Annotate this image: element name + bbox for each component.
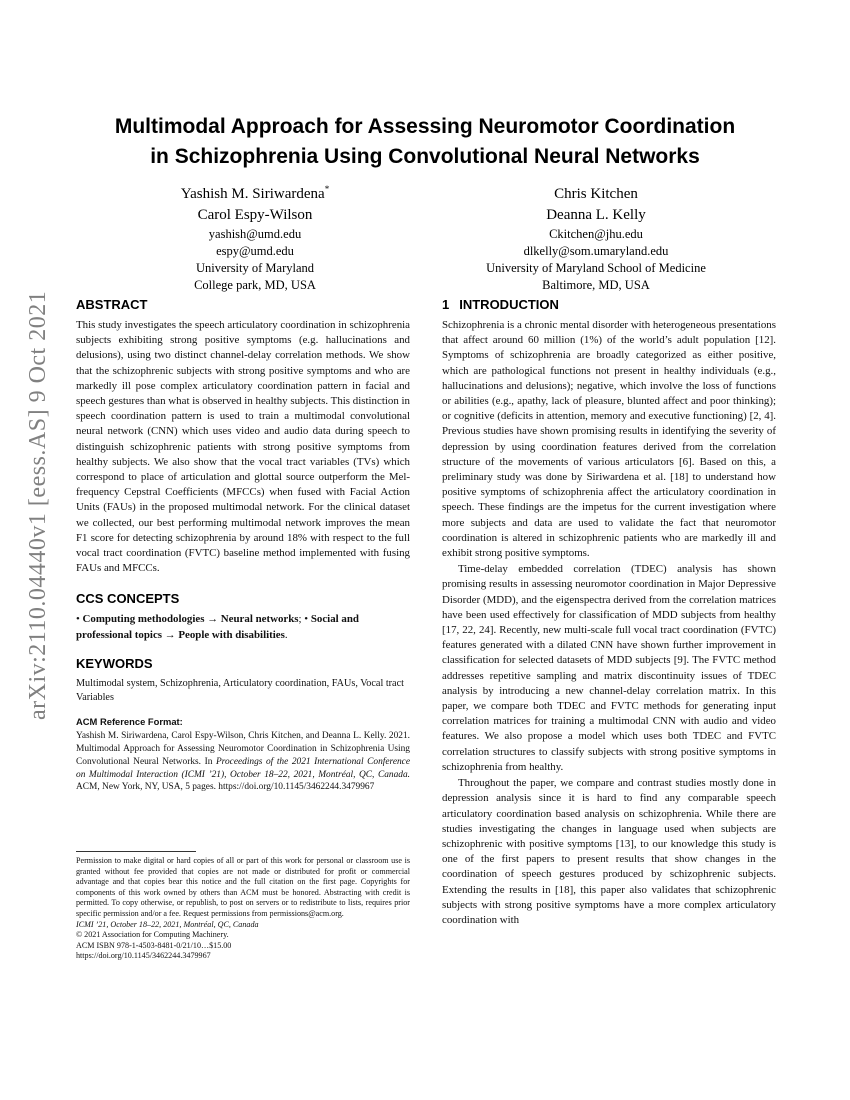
isbn-line: ACM ISBN 978-1-4503-8481-0/21/10…$15.00 <box>76 940 232 950</box>
author-email[interactable]: Ckitchen@jhu.edu <box>549 227 643 241</box>
ccs-concepts: • Computing methodologies → Neural networks; • Social and professional topics → People with disabilities. <box>76 613 359 641</box>
paper-title <box>60 112 790 172</box>
arxiv-identifier-stamp[interactable]: arXiv:2110.04440v1 [eess.AS] 9 Oct 2021 <box>25 290 51 720</box>
ccs-item[interactable]: professional topics → People with disabilities <box>76 628 285 641</box>
left-column <box>76 296 410 794</box>
copyright-footnote <box>76 856 410 962</box>
author-affiliation: University of Maryland <box>195 261 315 275</box>
venue-line: ICMI ’21, October 18–22, 2021, Montréal, QC, Canada <box>76 919 259 929</box>
ccs-item[interactable]: Computing methodologies → Neural networks <box>82 613 299 626</box>
author-location: College park, MD, USA <box>194 278 316 292</box>
abstract-text: This study investigates the speech articulatory coordination in schizophrenia subjects exhibiting strong positive symptoms (e.g. hallucinations and delusions), using two distinct channel-delay correlation methods. We show that the schizophrenic subjects with strong positive symptoms and who are markedly ill pose complex articulatory coordination pattern in facial and speech gestures than what is observed in healthy subjects. This distinction in speech coordination pattern is used to train a multimodal convolutional neural network (CNN) which uses video and audio data during speech to distinguish schizophrenic patients with strong positive symptoms from healthy subjects. We also show that the vocal tract variables (TVs) which correspond to place of articulation and glottal source outperform the Mel-frequency Cepstral Coefficients (MFCCs) when fused with Facial Action Units (FAUs) in the proposed multimodal network. For the clinical dataset we collected, our best performing multimodal network improves the mean F1 score for detecting schizophrenia by around 18% with respect to the full vocal tract coordination (FVTC) baseline method implemented with fusing FAUs and MFCCs. <box>76 319 410 575</box>
ccs-item[interactable]: Social and <box>310 613 359 626</box>
footnote-divider <box>76 851 196 852</box>
section-number: 1 <box>442 297 450 312</box>
right-column <box>442 296 776 928</box>
acm-reference-heading: ACM Reference Format: <box>76 715 183 727</box>
intro-paragraph: Throughout the paper, we compare and contrast studies mostly done in depression analysis since it is hard to find any comparable speech articulatory coordination based analysis on schizophrenia. While there are studies investigating the changes in language used when subjects are schizophrenic with positive symptoms [13], to our knowledge this study is one of the first papers to present results that show changes in the coordination of speech gestures produced by schizophrenic subjects. Extending the results in [18], this paper also validates that schizophrenic subjects with strong positive symptoms have a more complex articulatory coordination with <box>442 777 776 926</box>
acm-reference-doi[interactable]: ACM, New York, NY, USA, 5 pages. https://doi.org/10.1145/3462244.3479967 <box>76 782 375 793</box>
author-location: Baltimore, MD, USA <box>542 278 650 292</box>
author-name: Deanna L. Kelly <box>546 207 646 223</box>
doi-link[interactable]: https://doi.org/10.1145/3462244.3479967 <box>76 951 211 961</box>
author-email[interactable]: yashish@umd.edu <box>208 227 302 241</box>
introduction-heading: 1 INTRODUCTION <box>442 297 559 312</box>
title-line-1: Multimodal Approach for Assessing Neuromotor Coordination <box>114 115 736 138</box>
author-name: Chris Kitchen <box>554 186 638 202</box>
author-affiliation: University of Maryland School of Medicine <box>486 261 706 275</box>
acm-reference-text: Yashish M. Siriwardena, Carol Espy-Wilson, Chris Kitchen, and Deanna L. Kelly. 2021. Multimodal Approach for Assessing Neuromotor Coordination in Schizophrenia Using Convolutional Neural Networks. In Proceedings of the 2021 International Conference on Multimodal Interaction (ICMI ’21), October 18–22, 2021, Montréal, QC, Canada. ACM, New York, NY, USA, 5 pages. https://doi.org/10.1145/3462244.3479967 <box>76 730 410 793</box>
keywords-text: Multimodal system, Schizophrenia, Articulatory coordination, FAUs, Vocal tract Variables <box>76 677 404 703</box>
abstract-heading: ABSTRACT <box>76 297 148 312</box>
intro-paragraph: Time-delay embedded correlation (TDEC) analysis has shown promising results in assessing neuromotor coordination in Major Depressive Disorder (MDD), and the eigenspectra derived from the correlation matrices have been used effectively for classification of MDD subjects from healthy [17, 22, 24]. Recently, new multi-scale full vocal tract coordination (FVTC) features generated with a dilated CNN have shown further improvement in classification for selected datasets of MDD subjects [9]. The FVTC method addresses repetitive sampling and matrix discontinuity issues of TDEC analysis by introducing a new channel-delay correlation matrix. In this paper, we compare both TDEC and FVTC methods for generating input correlation matrices for training a multimodal CNN with audio and video features. We also propose a model which uses both TDEC and FVTC correlation structures to classify subjects with strong positive symptoms in schizophrenia from healthy. <box>442 563 776 773</box>
author-email[interactable]: dlkelly@som.umaryland.edu <box>523 244 669 258</box>
author-block-left <box>90 184 420 294</box>
ccs-heading: CCS CONCEPTS <box>76 591 180 607</box>
intro-paragraph: Schizophrenia is a chronic mental disorder with heterogeneous presentations that affect around 60 million (1%) of the world’s adult population [12]. Symptoms of schizophrenia are broadly categorized as either positive, which are pathological functions not present in healthy individuals (e.g., hallucinations and delusions); negative, which involve the loss of functions or abilities (e.g., apathy, lack of pleasure, blunted affect and poor thinking); or cognitive (deficits in attention, memory and executive functioning) [2, 4]. Previous studies have shown promising results in identifying the severity of depression by using coordination features derived from the correlation structure of the movements of various articulators [6]. Based on this, a preliminary study was done by Siriwardena et al. [18] to understand how positive symptoms of schizophrenia affect the articulatory coordination in speech. These findings are the impetus for the current investigation where more subjects and data are used to validate the fact that neuromotor coordination is altered in schizophrenic patients who are markedly ill and exhibit strong positive symptoms. <box>442 319 776 560</box>
title-line-2: in Schizophrenia Using Convolutional Neural Networks <box>150 145 700 168</box>
author-block-right <box>431 184 761 294</box>
author-email[interactable]: espy@umd.edu <box>216 244 294 258</box>
corresponding-author-mark: * <box>324 184 330 194</box>
author-name: Carol Espy-Wilson <box>197 207 313 223</box>
author-name: Yashish M. Siriwardena* <box>180 184 330 202</box>
permission-notice: Permission to make digital or hard copies of all or part of this work for personal or classroom use is granted without fee provided that copies are not made or distributed for profit or commercial advantage and that copies bear this notice and the full citation on the first page. Copyrights for components of this work owned by others than ACM must be honored. Abstracting with credit is permitted. To copy otherwise, or republish, to post on servers or to redistribute to lists, requires prior specific permission and/or a fee. Request permissions from permissions@acm.org. <box>76 856 410 918</box>
copyright-line: © 2021 Association for Computing Machinery. <box>76 930 229 940</box>
keywords-heading: KEYWORDS <box>76 655 153 671</box>
